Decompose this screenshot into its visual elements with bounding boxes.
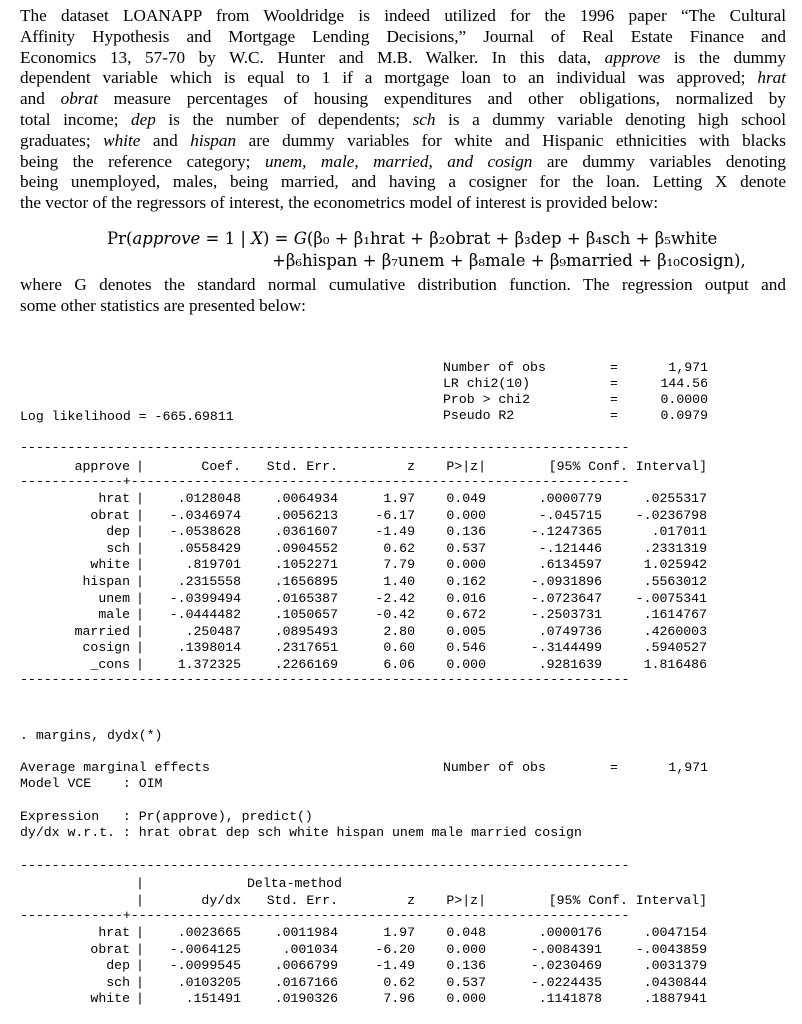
row-ci-high: .0255317	[643, 491, 707, 506]
row-var-name: _cons	[90, 657, 130, 672]
row-ci-high: 1.025942	[643, 557, 707, 573]
intro-line-1: The dataset LOANAPP from Wooldridge is indeed utilized for the 1996 paper “The Cultural	[20, 6, 786, 25]
col-separator: |	[136, 524, 144, 540]
col-header-ci: [95% Conf. Interval]	[548, 893, 707, 908]
row-coef: .1398014	[177, 640, 241, 656]
intro-paragraph	[20, 6, 786, 214]
row-var-name: cosign	[82, 640, 130, 656]
row-var-name: dep	[106, 524, 130, 540]
row-var-name: obrat	[90, 507, 130, 523]
stat-label: Pseudo R2	[443, 408, 515, 423]
col-header-z: z	[407, 893, 415, 908]
col-separator: |	[136, 491, 144, 506]
col-header-p: P>|z|	[446, 893, 486, 908]
row-std-err: .0361607	[274, 524, 338, 540]
col-header-ci: [95% Conf. Interval]	[548, 459, 707, 474]
row-ci-high: -.0043859	[635, 941, 707, 957]
row-ci-low: -.121446	[538, 540, 602, 556]
stat-equals: =	[610, 392, 618, 407]
row-p-value: 0.136	[446, 524, 486, 540]
margins-dydx-wrt: dy/dx w.r.t. : hrat obrat dep sch white hispan unem male married cosign	[20, 825, 582, 840]
col-separator: |	[136, 590, 144, 606]
row-ci-low: -.045715	[538, 507, 602, 523]
stat-label: LR chi2(10)	[443, 376, 531, 391]
row-dydx: -.0064125	[169, 941, 241, 957]
row-z: 1.97	[383, 925, 415, 940]
row-ci-high: 1.816486	[643, 657, 707, 672]
row-p-value: 0.000	[446, 991, 486, 1006]
margins-nobs-eq: =	[610, 760, 618, 775]
row-coef: -.0444482	[169, 607, 241, 623]
row-std-err: .2317651	[274, 640, 338, 656]
col-separator: |	[136, 657, 144, 672]
row-var-name: hispan	[82, 574, 130, 589]
row-z: 0.60	[383, 640, 415, 656]
row-p-value: 0.016	[446, 590, 486, 606]
col-separator: |	[136, 607, 144, 623]
row-z: -6.17	[375, 507, 415, 523]
margins-header-rule: -------------+---------------------------------------------------------------	[20, 908, 630, 923]
col-separator: |	[136, 540, 144, 556]
row-ci-high: .0047154	[643, 925, 707, 940]
margins-vce: Model VCE : OIM	[20, 776, 163, 791]
row-ci-high: .5563012	[643, 574, 707, 589]
row-std-err: .1050657	[274, 607, 338, 623]
col-header-z: z	[407, 459, 415, 474]
row-std-err: .0066799	[274, 958, 338, 973]
stat-value: 0.0979	[660, 408, 708, 423]
row-coef: .2315558	[177, 574, 241, 589]
row-var-name: white	[90, 991, 130, 1006]
row-var-name: married	[74, 623, 130, 639]
row-p-value: 0.162	[446, 574, 486, 589]
row-var-name: sch	[106, 974, 130, 990]
intro-line-8: being the reference category; unem, male, married, and cosign are dummy variables denoting	[20, 151, 786, 171]
row-ci-high: -.0236798	[635, 507, 707, 523]
row-coef: -.0538628	[169, 524, 241, 540]
intro-line-4: dependent variable which is equal to 1 if a mortgage loan to an individual was approved; hrat	[20, 68, 786, 88]
row-std-err: .0167166	[274, 974, 338, 990]
row-z: -2.42	[375, 590, 415, 606]
row-coef: .0128048	[177, 491, 241, 506]
row-z: 6.06	[383, 657, 415, 672]
row-ci-low: .6134597	[538, 557, 602, 573]
col-separator: |	[136, 459, 144, 474]
stat-label: Prob > chi2	[443, 392, 531, 407]
row-ci-high: .017011	[651, 524, 707, 540]
margins-nobs-label: Number of obs	[443, 760, 546, 775]
row-var-name: obrat	[90, 941, 130, 957]
table-header-rule: -------------+---------------------------------------------------------------	[20, 474, 630, 489]
margins-command: . margins, dydx(*)	[20, 728, 163, 743]
row-std-err: .0056213	[274, 507, 338, 523]
row-coef: .250487	[185, 623, 241, 639]
row-ci-low: .1141878	[538, 991, 602, 1006]
after-eq-line-1: where G denotes the standard normal cumulative distribution function. The regression output and	[20, 275, 786, 294]
col-separator: |	[136, 876, 144, 891]
col-separator: |	[136, 941, 144, 957]
row-ci-low: -.1247365	[530, 524, 602, 540]
col-separator: |	[136, 958, 144, 973]
row-z: 0.62	[383, 974, 415, 990]
row-std-err: .1656895	[274, 574, 338, 589]
margins-top-rule: -----------------------------------------------------------------------------	[20, 858, 630, 873]
row-z: -1.49	[375, 958, 415, 973]
row-var-name: sch	[106, 540, 130, 556]
col-separator: |	[136, 893, 144, 908]
row-std-err: .1052271	[274, 557, 338, 573]
row-p-value: 0.048	[446, 925, 486, 940]
row-std-err: .0011984	[274, 925, 338, 940]
row-std-err: .0165387	[274, 590, 338, 606]
row-z: 1.40	[383, 574, 415, 589]
col-header-dydx: dy/dx	[201, 893, 241, 908]
row-p-value: 0.049	[446, 491, 486, 506]
col-header-coef: Coef.	[201, 459, 241, 474]
row-z: 2.80	[383, 623, 415, 639]
row-std-err: .0190326	[274, 991, 338, 1006]
margins-title: Average marginal effects	[20, 760, 210, 775]
row-z: 0.62	[383, 540, 415, 556]
col-separator: |	[136, 991, 144, 1006]
col-header-delta-method: Delta-method	[247, 876, 342, 891]
row-var-name: unem	[98, 590, 130, 606]
row-p-value: 0.672	[446, 607, 486, 623]
row-z: 1.97	[383, 491, 415, 506]
row-z: 7.96	[383, 991, 415, 1006]
col-separator: |	[136, 925, 144, 940]
row-coef: .0558429	[177, 540, 241, 556]
col-separator: |	[136, 557, 144, 573]
row-coef: 1.372325	[177, 657, 241, 672]
row-dydx: .151491	[185, 991, 241, 1006]
row-std-err: .001034	[282, 941, 338, 957]
row-ci-high: .2331319	[643, 540, 707, 556]
stat-label: Number of obs	[443, 360, 546, 375]
col-header-se: Std. Err.	[266, 893, 338, 908]
row-ci-low: -.0723647	[530, 590, 602, 606]
intro-line-6: total income; dep is the number of dependents; sch is a dummy variable denoting high school	[20, 109, 786, 129]
intro-line-5: and obrat measure percentages of housing expenditures and other obligations, normalized by	[20, 89, 786, 109]
col-separator: |	[136, 507, 144, 523]
row-p-value: 0.537	[446, 540, 486, 556]
row-ci-low: .9281639	[538, 657, 602, 672]
row-var-name: hrat	[98, 491, 130, 506]
col-header-se: Std. Err.	[266, 459, 338, 474]
row-z: -6.20	[375, 941, 415, 957]
row-ci-high: .0031379	[643, 958, 707, 973]
stat-equals: =	[610, 376, 618, 391]
row-ci-low: .0749736	[538, 623, 602, 639]
intro-line-3: Economics 13, 57-70 by W.C. Hunter and M.B. Walker. In this data, approve is the dummy	[20, 47, 786, 67]
intro-line-10: the vector of the regressors of interest, the econometrics model of interest is provided below:	[20, 193, 659, 213]
table-top-rule: -----------------------------------------------------------------------------	[20, 440, 630, 455]
stat-value: 0.0000	[660, 392, 708, 407]
row-ci-high: .5940527	[643, 640, 707, 656]
col-separator: |	[136, 623, 144, 639]
row-ci-high: .0430844	[643, 974, 707, 990]
row-z: -1.49	[375, 524, 415, 540]
row-std-err: .0064934	[274, 491, 338, 506]
model-equation-line-1: Pr(approve = 1 | X) = G(β₀ + β₁hrat + β₂obrat + β₃dep + β₄sch + β₅white	[107, 229, 718, 248]
intro-line-9: being unemployed, males, being married, and having a cosigner for the loan. Letting X denote	[20, 172, 786, 192]
stat-value: 144.56	[660, 376, 708, 391]
stat-value: 1,971	[668, 360, 708, 375]
row-ci-low: -.0230469	[530, 958, 602, 973]
after-equation-paragraph	[20, 275, 786, 317]
table-bottom-rule: -----------------------------------------------------------------------------	[20, 672, 630, 687]
row-ci-low: -.0084391	[530, 941, 602, 957]
log-likelihood: Log likelihood = -665.69811	[20, 409, 234, 424]
intro-line-7: graduates; white and hispan are dummy variables for white and Hispanic ethnicities with blacks	[20, 130, 786, 150]
row-var-name: dep	[106, 958, 130, 973]
row-ci-low: -.0224435	[530, 974, 602, 990]
row-coef: -.0346974	[169, 507, 241, 523]
row-p-value: 0.000	[446, 941, 486, 957]
row-std-err: .2266169	[274, 657, 338, 672]
row-p-value: 0.000	[446, 507, 486, 523]
row-ci-high: .4260003	[643, 623, 707, 639]
stat-equals: =	[610, 360, 618, 375]
row-z: -0.42	[375, 607, 415, 623]
row-ci-low: -.2503731	[530, 607, 602, 623]
row-var-name: male	[98, 607, 130, 623]
row-std-err: .0904552	[274, 540, 338, 556]
row-z: 7.79	[383, 557, 415, 573]
margins-nobs-value: 1,971	[668, 760, 708, 775]
row-coef: -.0399494	[169, 590, 241, 606]
stat-equals: =	[610, 408, 618, 423]
margins-expression: Expression : Pr(approve), predict()	[20, 809, 313, 824]
row-ci-high: .1614767	[643, 607, 707, 623]
col-header-p: P>|z|	[446, 459, 486, 474]
row-dydx: .0103205	[177, 974, 241, 990]
after-eq-line-2: some other statistics are presented below:	[20, 295, 306, 315]
model-equation-line-2: +β₆hispan + β₇unem + β₈male + β₉married + β₁₀cosign),	[272, 251, 746, 270]
row-ci-high: -.0075341	[635, 590, 707, 606]
row-p-value: 0.546	[446, 640, 486, 656]
row-std-err: .0895493	[274, 623, 338, 639]
row-var-name: white	[90, 557, 130, 573]
col-separator: |	[136, 974, 144, 990]
row-ci-low: .0000176	[538, 925, 602, 940]
row-p-value: 0.136	[446, 958, 486, 973]
col-header-var: approve	[74, 459, 130, 474]
row-p-value: 0.005	[446, 623, 486, 639]
row-p-value: 0.000	[446, 657, 486, 672]
col-separator: |	[136, 574, 144, 589]
col-separator: |	[136, 640, 144, 656]
row-coef: .819701	[185, 557, 241, 573]
row-ci-low: -.3144499	[530, 640, 602, 656]
row-ci-low: -.0931896	[530, 574, 602, 589]
intro-line-2: Affinity Hypothesis and Mortgage Lending Decisions,” Journal of Real Estate Finance and	[20, 26, 786, 46]
row-p-value: 0.537	[446, 974, 486, 990]
row-p-value: 0.000	[446, 557, 486, 573]
row-dydx: .0023665	[177, 925, 241, 940]
row-ci-high: .1887941	[643, 991, 707, 1006]
row-dydx: -.0099545	[169, 958, 241, 973]
row-ci-low: .0000779	[538, 491, 602, 506]
row-var-name: hrat	[98, 925, 130, 940]
